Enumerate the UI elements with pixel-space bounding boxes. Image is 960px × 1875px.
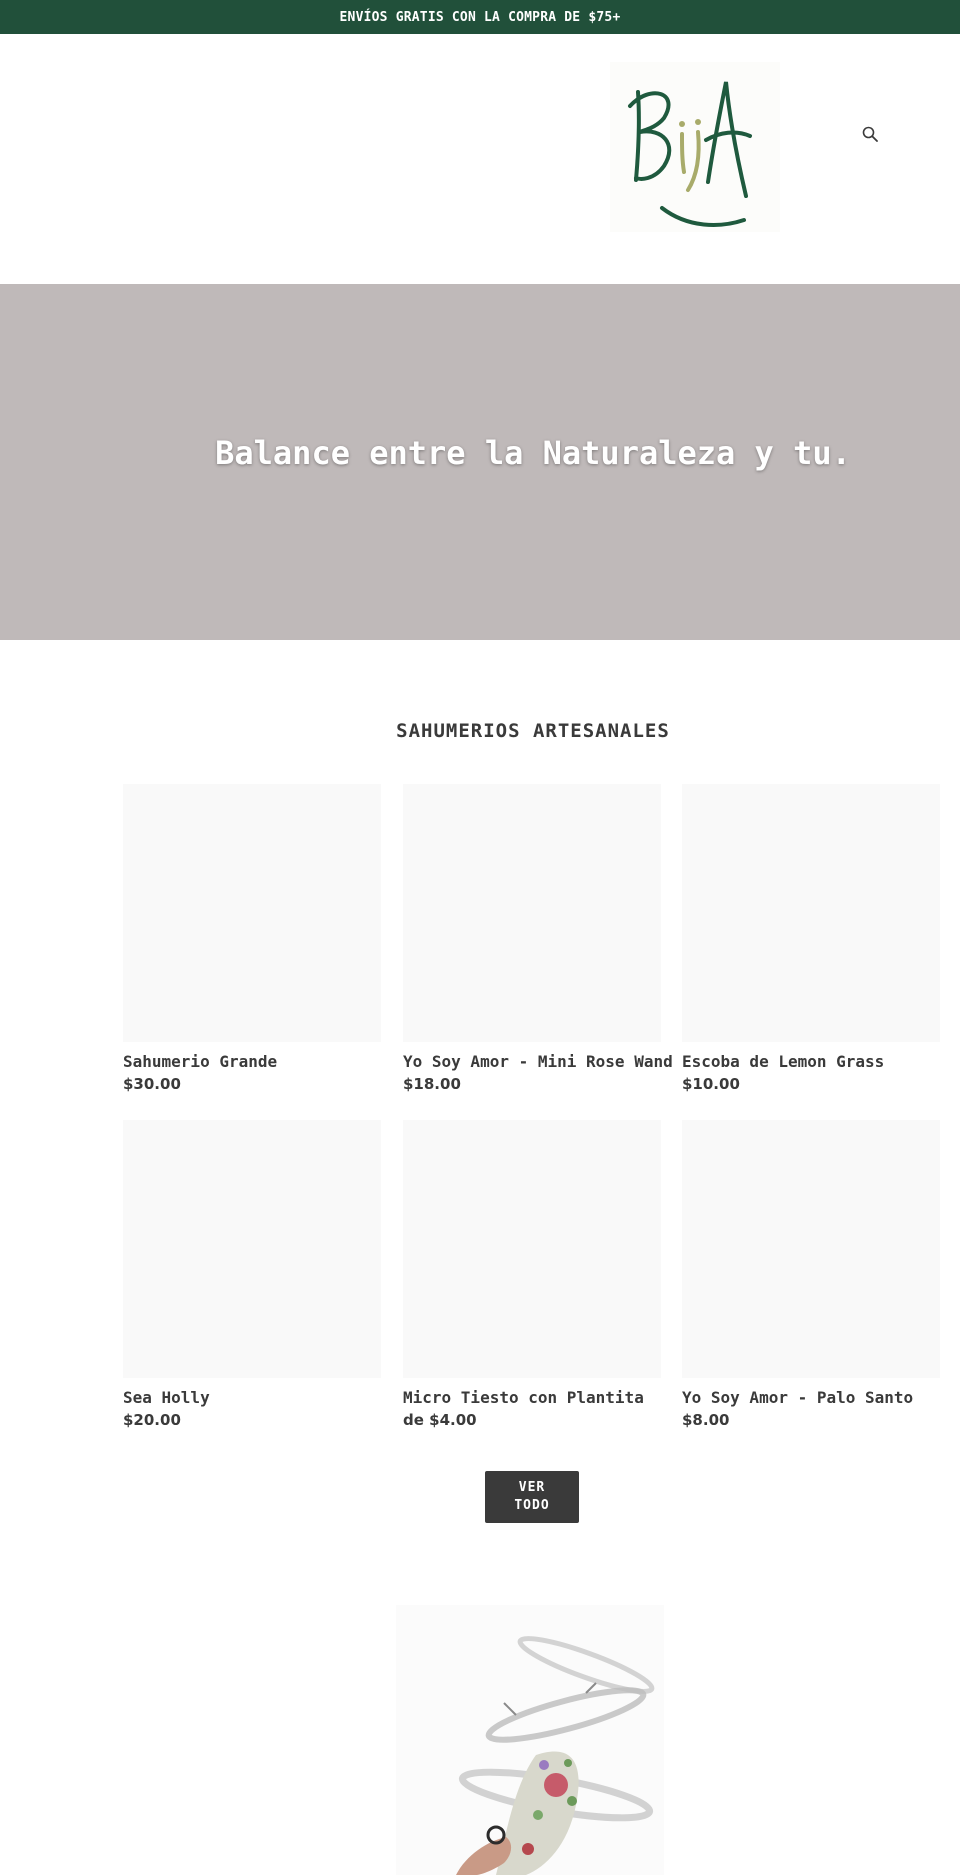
product-name[interactable]: Yo Soy Amor - Mini Rose Wand — [403, 1052, 673, 1071]
product-image[interactable] — [682, 784, 940, 1042]
product-name[interactable]: Sea Holly — [123, 1388, 210, 1407]
product-price: $18.00 — [403, 1075, 461, 1093]
product-card[interactable] — [403, 784, 673, 1093]
product-image[interactable] — [123, 784, 381, 1042]
product-name[interactable]: Escoba de Lemon Grass — [682, 1052, 885, 1071]
product-name[interactable]: Sahumerio Grande — [123, 1052, 278, 1071]
product-image[interactable] — [403, 1120, 661, 1378]
hero-title: Balance entre la Naturaleza y tu. — [215, 434, 851, 472]
smudge-stick-illustration-icon — [396, 1605, 664, 1875]
feature-image — [396, 1605, 664, 1875]
product-image[interactable] — [682, 1120, 940, 1378]
product-price: $8.00 — [682, 1411, 730, 1429]
product-card[interactable] — [682, 1120, 940, 1429]
product-name[interactable]: Yo Soy Amor - Palo Santo — [682, 1388, 914, 1407]
product-price: $30.00 — [123, 1075, 181, 1093]
view-all-button[interactable]: VER TODO — [485, 1471, 579, 1523]
hero-banner — [0, 284, 960, 640]
product-price: de $4.00 — [403, 1411, 477, 1429]
product-name[interactable]: Micro Tiesto con Plantita — [403, 1388, 644, 1407]
search-icon — [862, 126, 878, 142]
site-logo[interactable] — [610, 62, 780, 232]
product-image[interactable] — [403, 784, 661, 1042]
announcement-bar — [0, 0, 960, 34]
logo-icon — [610, 62, 780, 232]
product-card[interactable] — [682, 784, 940, 1093]
announcement-text: ENVÍOS GRATIS CON LA COMPRA DE $75+ — [339, 9, 621, 25]
search-button[interactable] — [858, 122, 882, 146]
collection-title: SAHUMERIOS ARTESANALES — [396, 720, 670, 742]
site-header — [0, 34, 960, 284]
product-card[interactable] — [123, 1120, 381, 1429]
product-card[interactable] — [403, 1120, 661, 1429]
product-card[interactable] — [123, 784, 381, 1093]
product-image[interactable] — [123, 1120, 381, 1378]
product-price: $20.00 — [123, 1411, 181, 1429]
product-price: $10.00 — [682, 1075, 740, 1093]
